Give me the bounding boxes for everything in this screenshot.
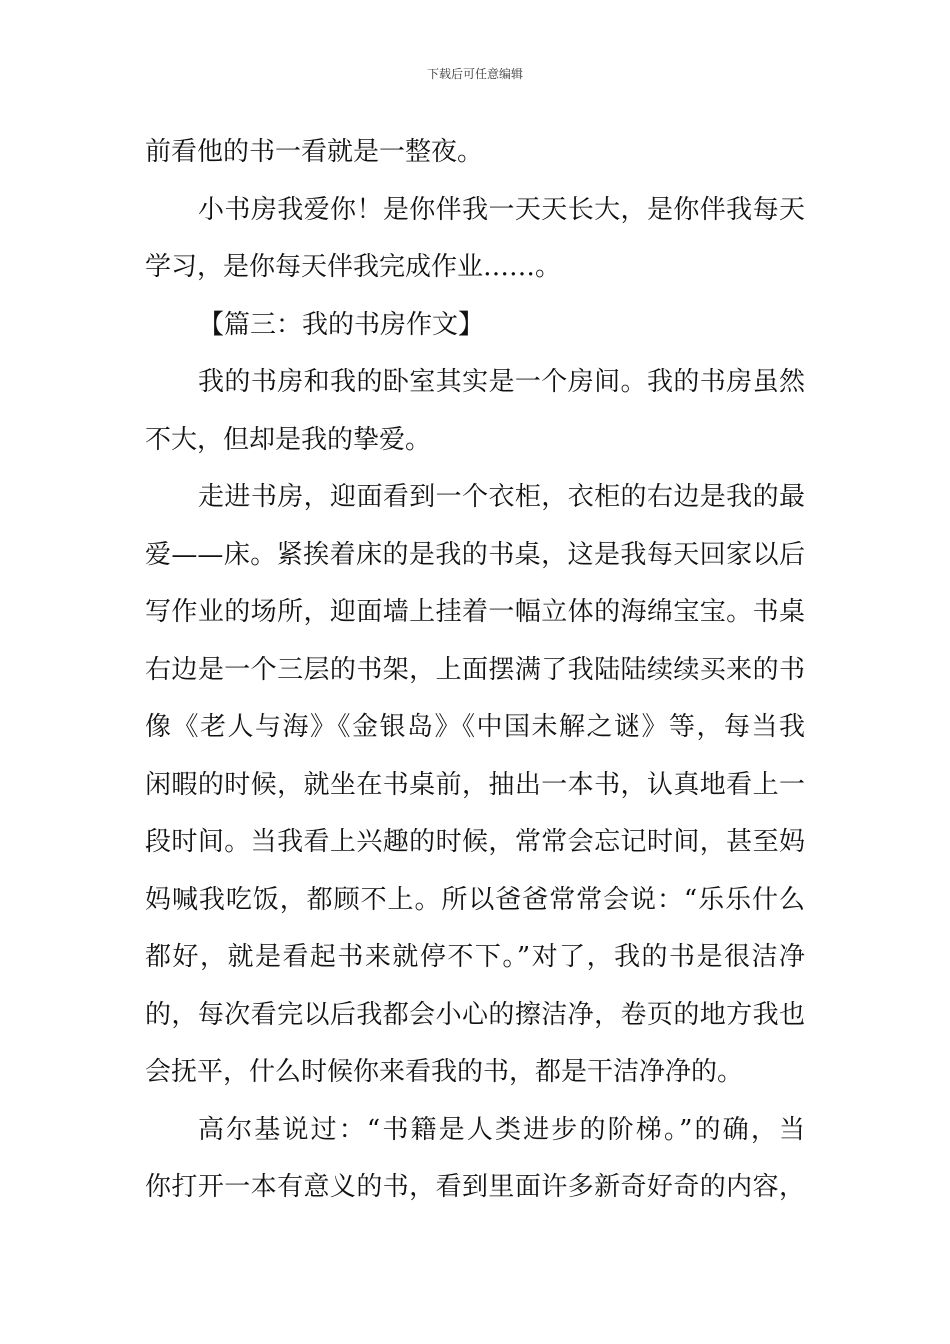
text-line: 像《老人与海》《金银岛》《中国未解之谜》等，每当我 xyxy=(145,712,805,742)
text-line: 我的书房和我的卧室其实是一个房间。我的书房虽然 xyxy=(198,367,805,397)
text-line: 爱——床。紧挨着床的是我的书桌，这是我每天回家以后 xyxy=(145,539,805,570)
text-line: 【篇三：我的书房作文】 xyxy=(198,309,485,340)
text-line: 走进书房，迎面看到一个衣柜，衣柜的右边是我的最 xyxy=(198,482,805,512)
text-line: 妈喊我吃饭，都顾不上。所以爸爸常常会说：“乐乐什么 xyxy=(145,884,805,915)
page-header: 下载后可任意编辑 xyxy=(426,67,523,81)
text-line: 会抚平，什么时候你来看我的书，都是干洁净净的。 xyxy=(145,1057,744,1087)
text-line: 小书房我爱你！是你伴我一天天长大，是你伴我每天 xyxy=(198,194,805,225)
text-line: 的，每次看完以后我都会小心的擦洁净，卷页的地方我也 xyxy=(145,999,805,1030)
text-line: 段时间。当我看上兴趣的时候，常常会忘记时间，甚至妈 xyxy=(145,827,805,857)
text-line: 闲暇的时候，就坐在书桌前，抽出一本书，认真地看上一 xyxy=(145,769,805,800)
text-line: 写作业的场所，迎面墙上挂着一幅立体的海绵宝宝。书桌 xyxy=(145,597,805,627)
text-line: 高尔基说过：“书籍是人类进步的阶梯。”的确，当 xyxy=(198,1114,805,1145)
text-line: 前看他的书一看就是一整夜。 xyxy=(145,137,484,167)
text-line: 你打开一本有意义的书，看到里面许多新奇好奇的内容， xyxy=(145,1172,805,1202)
text-line: 都好，就是看起书来就停不下。”对了，我的书是很洁净 xyxy=(145,942,805,972)
document-body xyxy=(145,124,805,1217)
text-line: 不大，但却是我的挚爱。 xyxy=(145,424,432,455)
text-line: 学习，是你每天伴我完成作业……。 xyxy=(145,252,562,282)
text-line: 右边是一个三层的书架，上面摆满了我陆陆续续买来的书 xyxy=(145,654,805,685)
